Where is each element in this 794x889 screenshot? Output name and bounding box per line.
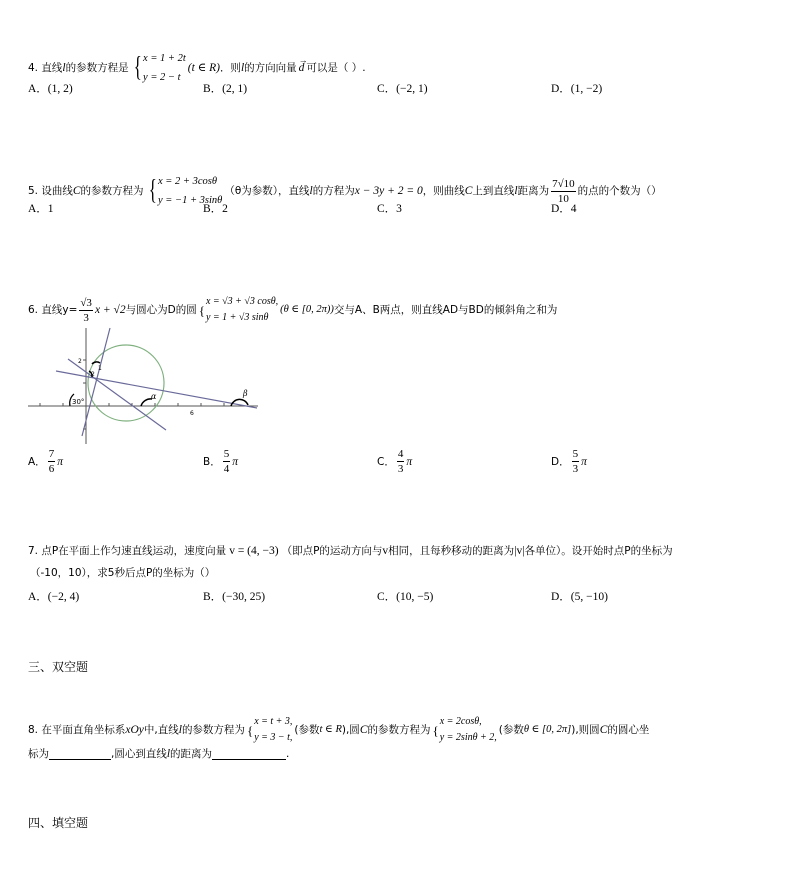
q5-text: 的方程为 [312,185,355,197]
q8-text: . [286,748,290,760]
q7-stem-line1 [28,544,673,558]
label-beta: β [243,389,248,398]
q8-text: 的参数方程为 [367,724,431,736]
q7-text: 各单位）。设开始时点P的坐标为 [524,545,673,557]
q5-number: 5. [28,185,39,197]
q6-opt-num: 5 [572,448,579,460]
q6-param-system [199,294,278,326]
q4-rows [143,49,186,87]
q8-xoy: xOy [125,724,144,736]
q6-opt-pi: π [232,455,238,468]
q6-option-frac [397,447,405,476]
q6-number: 6. [28,304,39,316]
q8-var-l: l [178,724,182,736]
q4-vector-d: → d [298,55,308,74]
q8-var-c: C [359,724,368,736]
q6-option-a[interactable] [28,447,63,476]
q4-stem [28,49,366,87]
q7-text: 相同，且每秒移动的距离为 [388,545,515,557]
q5-var-c: C [72,185,81,197]
q8-text: 的圆心坐 [607,724,650,736]
q7-velocity: v = (4, −3) [229,545,279,557]
q6-text: 与圆心为D的圆 [125,304,197,316]
q4-number: 4. [28,62,39,74]
q5-row2: y = −1 + 3sinθ [158,195,223,206]
q6-option-d[interactable] [551,447,587,476]
q6-option-c[interactable] [377,447,412,476]
q7-option-a[interactable]: A．(−2, 4) [28,591,80,603]
label-alpha: α [151,392,157,401]
q6-opt-pi: π [581,455,587,468]
q8-rows [254,714,292,746]
q4-text: ．则 [219,62,241,74]
q8-number: 8. [28,724,39,736]
q6-frac-num: √3 [80,296,92,309]
q5-text: 上到直线 [472,185,515,197]
q6-option-letter: D． [551,455,570,468]
q5-brace: { [148,175,157,206]
q8-stem-line2 [28,747,289,761]
q8-text: ),圆 [341,724,360,736]
q6-option-b[interactable] [203,447,238,476]
section-4-title: 四、填空题 [28,816,89,830]
q8-rows [440,714,497,746]
q4-brace: { [133,52,142,83]
q5-option-a[interactable]: A．1 [28,203,54,215]
q6-opt-num: 5 [223,448,230,460]
q6-row2: y = 1 + √3 sinθ [205,312,269,323]
q5-text: 设曲线 [41,185,73,197]
q6-opt-den: 3 [572,463,579,475]
q4-vector-d-letter: d [298,62,305,74]
q8-text: 在平面直角坐标系 [41,724,126,736]
q8-blank-2[interactable] [212,748,286,760]
q6-opt-pi: π [57,455,63,468]
q8-cond1: t ∈ R [319,724,342,735]
q7-option-d[interactable]: D．(5, −10) [551,591,608,603]
q4-param-system [131,49,186,87]
q5-var-l: l [309,185,313,197]
q8-text: 的参数方程为 [181,724,245,736]
q5-option-b[interactable]: B．2 [203,203,228,215]
q6-option-frac [48,447,56,476]
q7-v: v [382,545,389,557]
q4-text: 的参数方程是 [65,62,129,74]
q8-circle-system [432,714,496,746]
q8-line-system [247,714,292,746]
q8-blank-1[interactable] [49,748,111,760]
q5-var-l: l [514,185,518,197]
q7-text: （即点P的运动方向与 [281,545,383,557]
label-angle-2: 2 [91,371,95,378]
q6-option-letter: B． [203,455,221,468]
q4-option-d[interactable]: D．(1, −2) [551,83,603,95]
section-3-title: 三、双空题 [28,660,89,674]
q5-option-c[interactable]: C．3 [377,203,402,215]
q6-line-rest: x + √2 [94,304,126,316]
label-2: 2 [78,358,82,365]
q6-opt-den: 3 [397,463,404,475]
q8-text: 的距离为 [170,748,213,760]
q5-option-d[interactable]: D．4 [551,203,577,215]
q8-row2: y = 3 − t, [254,732,293,743]
q8-var-c: C [599,724,608,736]
q5-text: 的点的个数为（） [577,185,662,197]
q4-text: 的方向向量 [244,62,297,74]
q8-text: 中,直线 [143,724,179,736]
q5-text: ，则曲线 [422,185,465,197]
q4-option-a[interactable]: A．(1, 2) [28,83,73,95]
q4-row2: y = 2 − t [143,72,181,83]
q8-brace: { [246,722,254,738]
q6-opt-pi: π [406,455,413,468]
circle-d [88,345,164,421]
q8-brace: { [432,722,439,738]
q5-row1: x = 2 + 3cosθ [158,176,217,187]
q4-condition: (t ∈ R) [187,62,220,74]
q5-var-c: C [464,185,473,197]
q6-stem [28,294,557,326]
q6-option-letter: C． [377,455,395,468]
q5-line-equation: x − 3y + 2 = 0 [354,185,423,197]
q7-text: 7. 点P在平面上作匀速直线运动，速度向量 [28,545,227,557]
q4-row1: x = 1 + 2t [143,53,186,64]
q6-frac-den: 3 [83,311,89,324]
q5-text: （θ为参数），直线 [224,185,310,197]
q8-text: ,圆心到直线 [111,748,167,760]
q8-text: 标为 [28,748,49,760]
q6-opt-num: 4 [397,448,404,460]
q5-text: 的参数方程为 [80,185,144,197]
q7-option-b[interactable]: B．(−30, 25) [203,591,266,603]
q8-row1: x = t + 3, [254,716,293,727]
q8-text: (参数 [498,724,524,736]
q8-text: (参数 [294,724,320,736]
q8-stem-line1 [28,714,649,746]
q7-text: （-10，10），求5秒后点P的坐标为（） [30,567,216,579]
q4-var-l: l [62,62,66,74]
q8-var-l: l [166,748,171,760]
q6-option-letter: A． [28,455,46,468]
q8-row4: y = 2sinθ + 2, [439,732,497,743]
label-30: 30° [72,398,85,406]
q6-text: 直线y= [41,304,78,316]
q8-row3: x = 2cosθ, [439,716,482,727]
q6-opt-num: 7 [48,448,55,460]
q8-text: ),则圆 [571,724,600,736]
q5-frac-den: 10 [557,192,569,205]
q6-rows [206,294,278,326]
q6-opt-den: 6 [48,463,55,475]
q6-option-frac [223,447,231,476]
q4-text: 可以是（ ）. [306,62,366,74]
q6-slope-fraction [79,296,93,325]
q5-text: 距离为 [517,185,550,197]
q7-abs-v: |v| [514,545,525,557]
label-6: 6 [190,410,194,417]
q7-option-c[interactable]: C．(10, −5) [377,591,434,603]
q4-var-l: l [240,62,245,74]
q6-row1: x = √3 + √3 cosθ, [205,296,279,307]
q6-opt-den: 4 [223,463,230,475]
q6-text: 交与A、B两点，则直线AD与BD的倾斜角之和为 [333,304,558,316]
angle-1-arc [92,362,100,364]
q4-option-b[interactable]: B．(2, 1) [203,83,248,95]
q8-cond2: θ ∈ [0, 2π] [523,724,572,735]
label-1: 1 [98,365,102,372]
q7-stem-line2 [30,566,215,580]
q4-option-c[interactable]: C．(−2, 1) [377,83,428,95]
q6-figure [26,326,262,446]
q5-frac-num: 7√10 [552,177,575,190]
q6-option-frac [572,447,580,476]
q6-condition: (θ ∈ [0, 2π)) [280,304,334,315]
q4-text: 直线 [41,62,63,74]
q6-brace: { [198,302,205,318]
